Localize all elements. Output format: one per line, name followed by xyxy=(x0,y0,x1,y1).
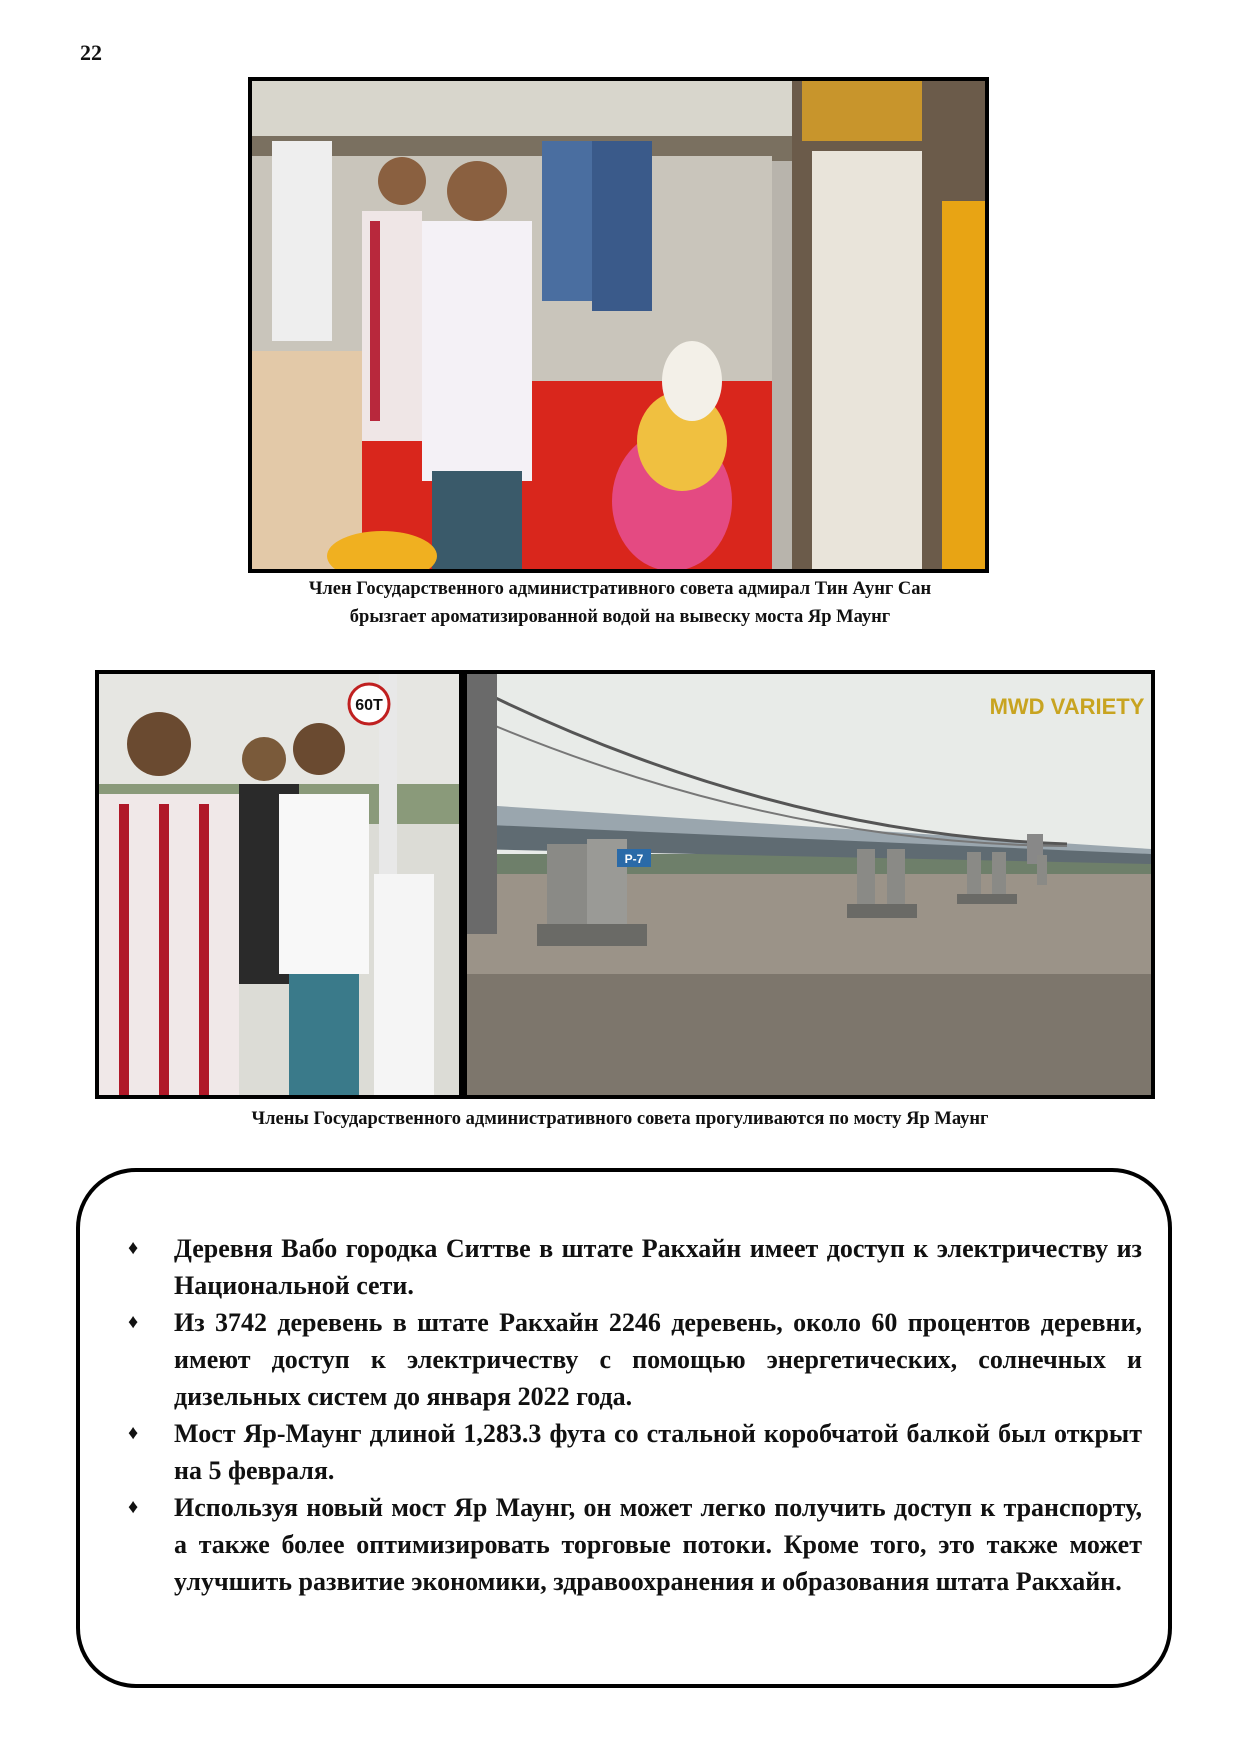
watermark-text: MWD VARIETY xyxy=(989,694,1145,719)
ceremony-caption-line1: Член Государственного административного совета адмирал Тин Аунг Сан xyxy=(308,579,932,599)
walking-caption: Члены Государственного административного совета прогуливаются по мосту Яр Маунг xyxy=(251,1109,989,1129)
list-item xyxy=(110,1304,1142,1415)
pier-label-text: P-7 xyxy=(624,852,644,866)
list-item xyxy=(110,1489,1142,1600)
ceremony-photo xyxy=(248,77,989,573)
officials-walking-photo xyxy=(95,670,463,1099)
diamond-bullet-icon: ♦ xyxy=(128,1422,139,1444)
ceremony-caption xyxy=(200,575,1040,631)
bullet-text: Мост Яр-Маунг длиной 1,283.3 фута со стальной коробчатой балкой был открыт на 5 февраля. xyxy=(174,1419,1142,1485)
speed-limit-sign-text: 60T xyxy=(355,697,383,714)
diamond-bullet-icon: ♦ xyxy=(128,1311,139,1333)
bridge-photo xyxy=(463,670,1155,1099)
diamond-bullet-icon: ♦ xyxy=(128,1237,139,1259)
list-item xyxy=(110,1415,1142,1489)
bullet-list xyxy=(110,1230,1142,1600)
list-item xyxy=(110,1230,1142,1304)
bullet-text: Деревня Вабо городка Ситтве в штате Ракхайн имеет доступ к электричеству из Национальной сети. xyxy=(174,1234,1142,1300)
diamond-bullet-icon: ♦ xyxy=(128,1496,139,1518)
bullet-text: Используя новый мост Яр Маунг, он может легко получить доступ к транспорту, а также более оптимизировать торговые потоки. Кроме того, это также может улучшить развитие экономики, здравоохранения и образования штата Ракхайн. xyxy=(174,1493,1142,1596)
ceremony-caption-line2: брызгает ароматизированной водой на вывеску моста Яр Маунг xyxy=(349,607,891,627)
page-number: 22 xyxy=(80,40,102,65)
info-box xyxy=(76,1168,1172,1688)
bullet-text: Из 3742 деревень в штате Ракхайн 2246 деревень, около 60 процентов деревни, имеют доступ к электричеству с помощью энергетических, солнечных и дизельных систем до января 2022 года. xyxy=(174,1308,1142,1411)
